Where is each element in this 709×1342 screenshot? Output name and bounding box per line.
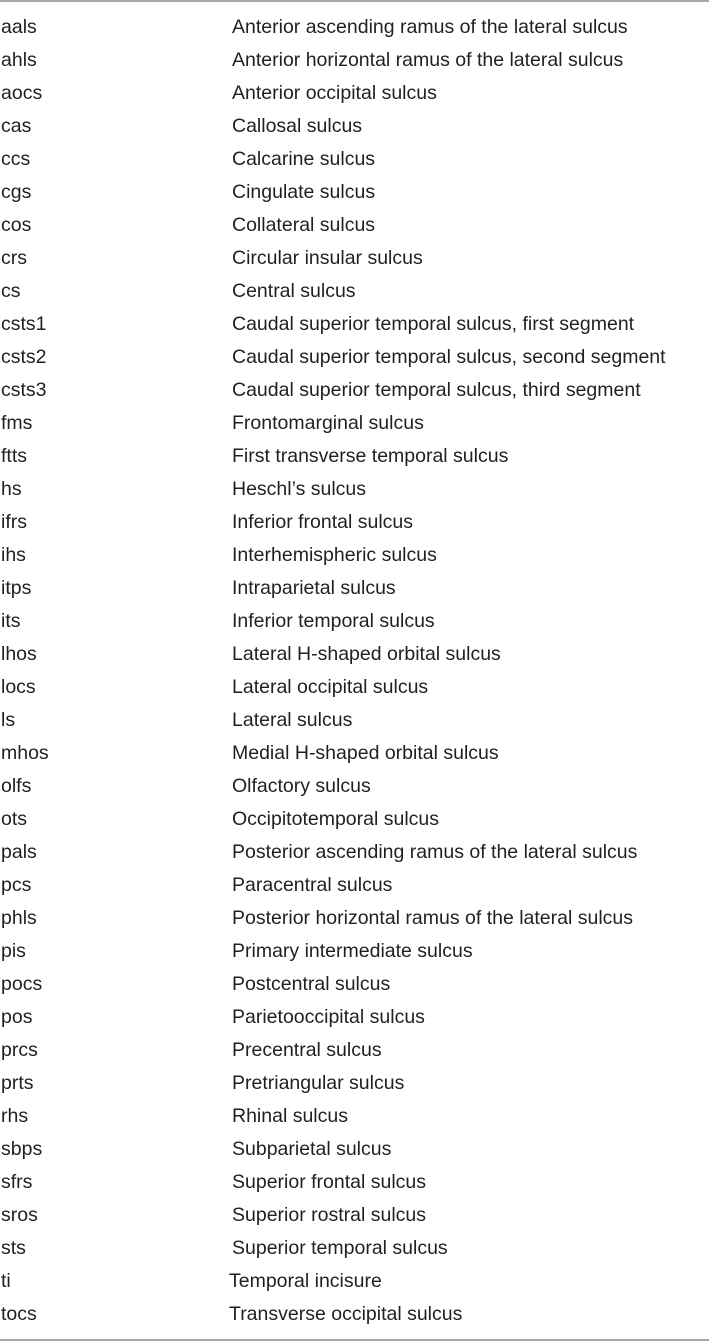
sulcus-name-cell: Heschl’s sulcus [232, 478, 367, 500]
sulcus-name-cell: Inferior temporal sulcus [232, 610, 435, 632]
sulcus-name-cell: First transverse temporal sulcus [232, 445, 509, 467]
abbreviation-cell: cs [1, 280, 21, 302]
table-row [0, 374, 709, 407]
sulcus-name-cell: Subparietal sulcus [232, 1138, 392, 1160]
abbreviation-cell: ccs [1, 148, 31, 170]
sulcus-name-cell: Superior temporal sulcus [232, 1237, 448, 1259]
abbreviation-cell: ftts [1, 445, 28, 467]
table-row [0, 803, 709, 836]
sulcus-name-cell: Collateral sulcus [232, 214, 376, 236]
table-row [0, 176, 709, 209]
abbreviation-cell: ti [1, 1270, 11, 1292]
table-row [0, 1133, 709, 1166]
table-row [0, 275, 709, 308]
table-row [0, 473, 709, 506]
abbreviation-cell: ots [1, 808, 28, 830]
sulci-abbreviation-table [0, 11, 709, 1331]
abbreviation-cell: lhos [1, 643, 37, 665]
abbreviation-cell: prts [1, 1072, 34, 1094]
sulcus-name-cell: Anterior occipital sulcus [232, 82, 437, 104]
sulcus-name-cell: Pretriangular sulcus [232, 1072, 405, 1094]
table-bottom-rule [0, 1339, 709, 1341]
sulcus-name-cell: Frontomarginal sulcus [232, 412, 424, 434]
table-row [0, 407, 709, 440]
table-row [0, 143, 709, 176]
sulcus-name-cell: Caudal superior temporal sulcus, third segment [232, 379, 641, 401]
abbreviation-cell: ifrs [1, 511, 27, 533]
abbreviation-cell: sts [1, 1237, 26, 1259]
table-row [0, 1232, 709, 1265]
sulcus-name-cell: Inferior frontal sulcus [232, 511, 413, 533]
table-top-rule [0, 0, 709, 2]
abbreviation-cell: olfs [1, 775, 32, 797]
sulcus-name-cell: Precentral sulcus [232, 1039, 382, 1061]
abbreviation-cell: itps [1, 577, 32, 599]
table-row [0, 968, 709, 1001]
sulcus-name-cell: Caudal superior temporal sulcus, second segment [232, 346, 666, 368]
abbreviation-cell: prcs [1, 1039, 38, 1061]
abbreviation-cell: fms [1, 412, 33, 434]
abbreviation-cell: sros [1, 1204, 38, 1226]
sulcus-name-cell: Paracentral sulcus [232, 874, 393, 896]
table-row [0, 1067, 709, 1100]
sulcus-name-cell: Olfactory sulcus [232, 775, 371, 797]
table-row [0, 671, 709, 704]
abbreviation-cell: sfrs [1, 1171, 33, 1193]
sulcus-name-cell: Medial H-shaped orbital sulcus [232, 742, 499, 764]
sulcus-name-cell: Calcarine sulcus [232, 148, 376, 170]
table-row [0, 1265, 709, 1298]
abbreviation-cell: hs [1, 478, 22, 500]
abbreviation-cell: crs [1, 247, 27, 269]
table-row [0, 902, 709, 935]
table-row [0, 572, 709, 605]
sulcus-name-cell: Caudal superior temporal sulcus, first segment [232, 313, 635, 335]
table-row [0, 11, 709, 44]
abbreviation-cell: ihs [1, 544, 26, 566]
abbreviation-cell: csts2 [1, 346, 47, 368]
sulcus-name-cell: Transverse occipital sulcus [229, 1303, 463, 1325]
abbreviation-cell: csts3 [1, 379, 47, 401]
table-row [0, 440, 709, 473]
abbreviation-cell: mhos [1, 742, 49, 764]
table-row [0, 836, 709, 869]
sulcus-name-cell: Primary intermediate sulcus [232, 940, 473, 962]
table-row [0, 737, 709, 770]
sulcus-name-cell: Circular insular sulcus [232, 247, 423, 269]
abbreviation-cell: pos [1, 1006, 33, 1028]
table-row [0, 242, 709, 275]
abbreviation-cell: pcs [1, 874, 32, 896]
sulcus-name-cell: Postcentral sulcus [232, 973, 391, 995]
abbreviation-cell: phls [1, 907, 37, 929]
sulcus-name-cell: Parietooccipital sulcus [232, 1006, 425, 1028]
table-row [0, 704, 709, 737]
table-row [0, 506, 709, 539]
table-row [0, 44, 709, 77]
abbreviation-cell: aals [1, 16, 37, 38]
sulcus-name-cell: Anterior horizontal ramus of the lateral sulcus [232, 49, 624, 71]
abbreviation-cell: rhs [1, 1105, 29, 1127]
sulcus-name-cell: Posterior horizontal ramus of the lateral sulcus [232, 907, 634, 929]
sulcus-name-cell: Anterior ascending ramus of the lateral sulcus [232, 16, 628, 38]
abbreviation-cell: tocs [1, 1303, 37, 1325]
sulcus-name-cell: Lateral occipital sulcus [232, 676, 429, 698]
table-row [0, 539, 709, 572]
abbreviation-cell: sbps [1, 1138, 43, 1160]
abbreviation-cell: cgs [1, 181, 32, 203]
sulcus-name-cell: Interhemispheric sulcus [232, 544, 437, 566]
table-row [0, 209, 709, 242]
sulcus-name-cell: Callosal sulcus [232, 115, 363, 137]
table-row [0, 869, 709, 902]
abbreviation-cell: ls [1, 709, 16, 731]
sulcus-name-cell: Intraparietal sulcus [232, 577, 396, 599]
sulcus-name-cell: Central sulcus [232, 280, 356, 302]
abbreviation-cell: cos [1, 214, 32, 236]
table-row [0, 77, 709, 110]
table-row [0, 1166, 709, 1199]
table-row [0, 638, 709, 671]
table-row [0, 341, 709, 374]
sulcus-name-cell: Superior frontal sulcus [232, 1171, 427, 1193]
table-row [0, 605, 709, 638]
table-row [0, 770, 709, 803]
abbreviation-cell: cas [1, 115, 32, 137]
abbreviation-cell: locs [1, 676, 36, 698]
sulcus-name-cell: Lateral sulcus [232, 709, 353, 731]
abbreviation-cell: ahls [1, 49, 37, 71]
abbreviation-cell: pals [1, 841, 37, 863]
table-row [0, 308, 709, 341]
abbreviation-cell: aocs [1, 82, 43, 104]
table-row [0, 935, 709, 968]
table-row [0, 1001, 709, 1034]
table-row [0, 1298, 709, 1331]
abbreviation-cell: csts1 [1, 313, 47, 335]
sulcus-name-cell: Lateral H-shaped orbital sulcus [232, 643, 501, 665]
sulcus-name-cell: Rhinal sulcus [232, 1105, 348, 1127]
table-row [0, 1034, 709, 1067]
sulcus-name-cell: Superior rostral sulcus [232, 1204, 426, 1226]
table-row [0, 110, 709, 143]
sulcus-name-cell: Occipitotemporal sulcus [232, 808, 439, 830]
table-row [0, 1100, 709, 1133]
abbreviation-cell: pocs [1, 973, 43, 995]
sulcus-name-cell: Posterior ascending ramus of the lateral sulcus [232, 841, 638, 863]
table-row [0, 1199, 709, 1232]
sulcus-name-cell: Temporal incisure [229, 1270, 382, 1292]
abbreviation-cell: its [1, 610, 21, 632]
abbreviation-cell: pis [1, 940, 26, 962]
sulcus-name-cell: Cingulate sulcus [232, 181, 376, 203]
